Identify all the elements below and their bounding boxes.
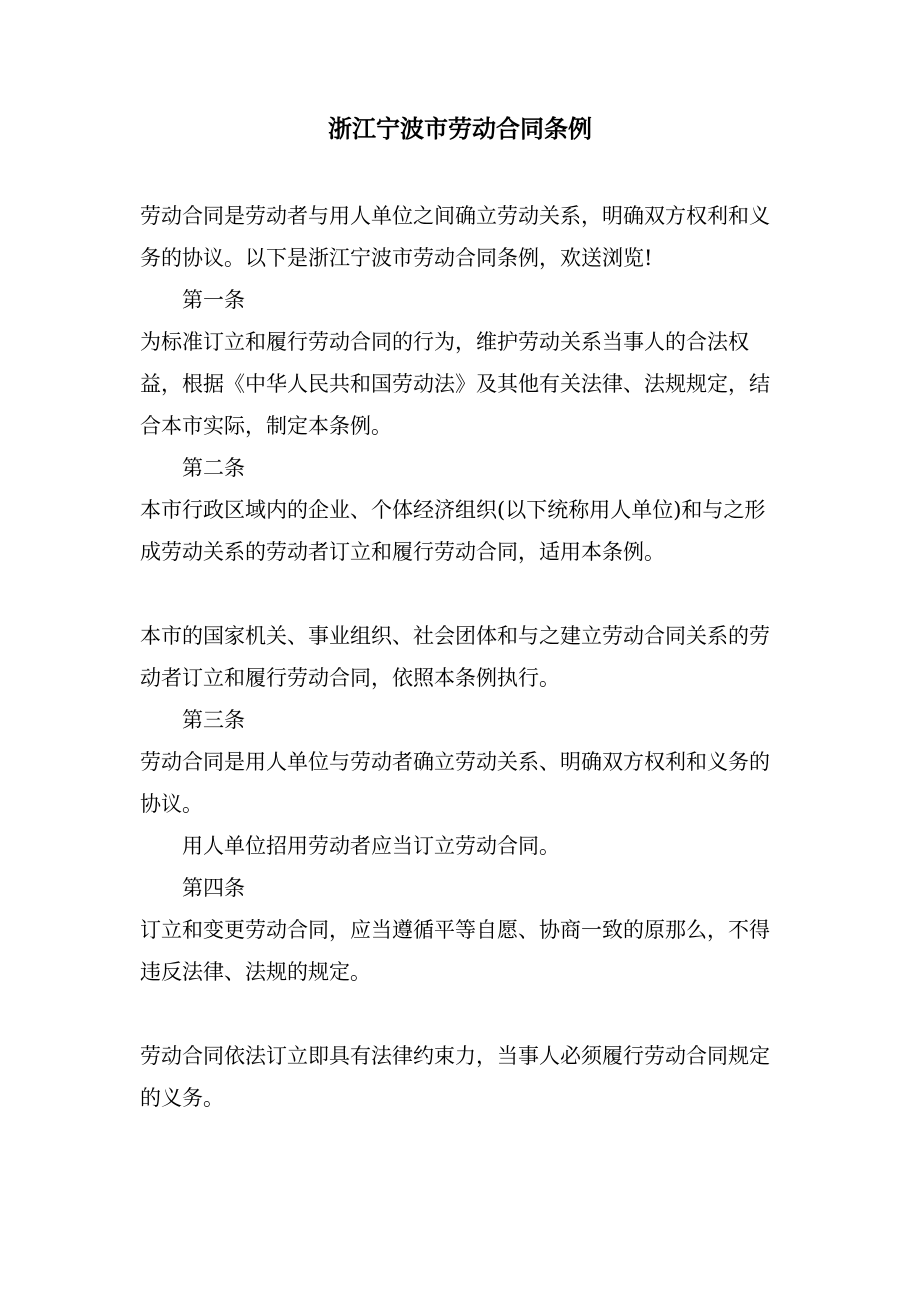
- article-1-heading: 第一条: [182, 288, 245, 312]
- article-2-paragraph-2: 本市的国家机关、事业组织、社会团体和与之建立劳动合同关系的劳动者订立和履行劳动合同，依照本条例执行。: [140, 624, 770, 690]
- paragraph-gap: [140, 993, 780, 1035]
- article-3-heading: 第三条: [182, 708, 245, 732]
- article-3-paragraph-2: 用人单位招用劳动者应当订立劳动合同。: [182, 834, 560, 858]
- article-3-paragraph-1: 劳动合同是用人单位与劳动者确立劳动关系、明确双方权利和义务的协议。: [140, 750, 770, 816]
- paragraph-gap: [140, 573, 780, 615]
- article-4-paragraph-1: 订立和变更劳动合同，应当遵循平等自愿、协商一致的原那么，不得违反法律、法规的规定。: [140, 918, 770, 984]
- article-1-paragraph: 为标准订立和履行劳动合同的行为，维护劳动关系当事人的合法权益，根据《中华人民共和国劳动法》及其他有关法律、法规规定，结合本市实际，制定本条例。: [140, 330, 770, 438]
- article-2-paragraph-1: 本市行政区域内的企业、个体经济组织(以下统称用人单位)和与之形成劳动关系的劳动者订立和履行劳动合同，适用本条例。: [140, 498, 766, 564]
- document-body: [140, 195, 780, 1119]
- article-2-heading: 第二条: [182, 456, 245, 480]
- article-4-paragraph-2: 劳动合同依法订立即具有法律约束力，当事人必须履行劳动合同规定的义务。: [140, 1044, 770, 1110]
- intro-paragraph: 劳动合同是劳动者与用人单位之间确立劳动关系，明确双方权利和义务的协议。以下是浙江宁波市劳动合同条例，欢送浏览!: [140, 204, 770, 270]
- document-title: 浙江宁波市劳动合同条例: [328, 114, 592, 143]
- article-4-heading: 第四条: [182, 876, 245, 900]
